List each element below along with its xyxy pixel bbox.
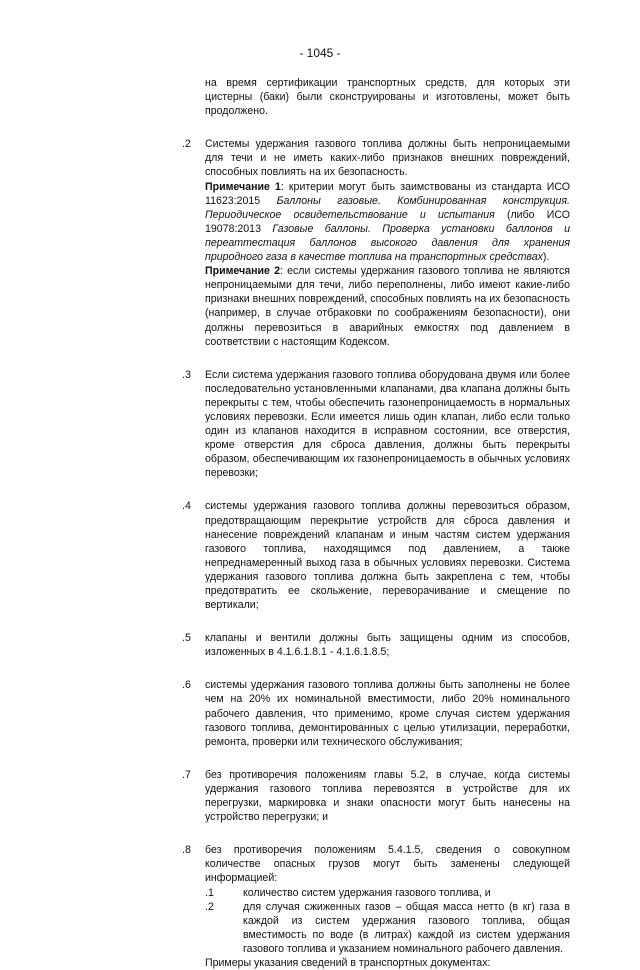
item-7 xyxy=(0,768,570,824)
note-1-standard-title-2: Газовые баллоны. Проверка установки баллонов и переаттестация баллонов высокого давления для хранения природного газа в качестве топлива на транспортных средствах xyxy=(205,222,570,264)
note-2-text: : если системы удержания газового топлива не являются непроницаемыми для течи, либо переполнены, либо имеют какие-либо признаки внешних повреждений, способных повлиять на их безопасность (например, в случае отбраковки по соображениям безопасности), они должны перевозиться в аварийных емкостях под давлением в соответствии с настоящим Кодексом. xyxy=(205,265,570,348)
intro-paragraph: на время сертификации транспортных средств, для которых эти цистерны (баки) были сконструированы и изготовлены, может быть продолжено. xyxy=(205,77,570,118)
subitem-1 xyxy=(0,886,570,900)
item-text: системы удержания газового топлива должны перевозиться образом, предотвращающим перекрытие устройств для сброса давления и нанесение повреждений клапанам и иным частям систем удержания газового топлива, находящимся под давлением, а также непреднамеренный выход газа в обычных условиях перевозки. Система удержания газового топлива должна быть закреплена с тем, чтобы предотвратить ее скольжение, переворачивание и смещение по вертикали; xyxy=(205,500,570,612)
note-1-mid: (либо ИСО 19078:2013 xyxy=(205,208,570,235)
subitem-text: количество систем удержания газового топлива, и xyxy=(243,886,491,899)
item-8 xyxy=(0,843,570,885)
examples-caption: Примеры указания сведений в транспортных документах: xyxy=(205,956,491,969)
item-text: без противоречия положениям главы 5.2, в случае, когда системы удержания газового топлива перевозятся в устройстве для их перегрузки, маркировка и знаки опасности могут быть нанесены на устройство перегрузки; и xyxy=(205,768,570,824)
note-1-lead: : критерии могут быть заимствованы из стандарта ИСО 11623:2015 xyxy=(205,180,570,207)
subitem-text: для случая сжиженных газов – общая масса нетто (в кг) газа в каждой из систем удержания газового топлива, общая вместимость по воде (в литрах) каждой из систем удержания газового топлива и указанием номинального рабочего давления. xyxy=(243,900,570,955)
subitem-number: .2 xyxy=(205,900,214,913)
item-3 xyxy=(0,368,570,481)
item-number: .8 xyxy=(182,844,191,857)
subitem-2 xyxy=(0,900,570,956)
item-number: .2 xyxy=(182,138,191,151)
subitem-number: .1 xyxy=(205,886,214,899)
item-text: Если система удержания газового топлива оборудована двумя или более последовательно установленными клапанами, два клапана должны быть перекрыты с тем, чтобы обеспечить газонепроницаемость в нормальных условиях перевозки. Если имеется лишь один клапан, либо если только один из клапанов находится в исправном состоянии, все отверстия, кроме отверстия для сброса давления, должны быть перекрыты образом, обеспечивающим их газонепроницаемость в обычных условиях перевозки; xyxy=(205,368,570,480)
page-number: - 1045 - xyxy=(299,46,341,60)
item-text: клапаны и вентили должны быть защищены одним из способов, изложенных в 4.1.6.1.8.1 - 4.1.6.1.8.5; xyxy=(205,632,570,659)
item-5 xyxy=(0,631,570,659)
note-1-label: Примечание 1 xyxy=(205,180,281,193)
item-number: .4 xyxy=(182,500,191,513)
note-1-tail: ). xyxy=(542,251,550,264)
item-text: без противоречия положениям 5.4.1.5, сведения о совокупном количестве опасных грузов могут быть заменены следующей информацией: xyxy=(205,844,570,885)
note-1 xyxy=(205,180,570,265)
item-text: Системы удержания газового топлива должны быть непроницаемыми для течи и не иметь каких-либо признаков внешних повреждений, способных повлиять на их безопасность. xyxy=(205,138,570,179)
item-2 xyxy=(0,137,570,348)
note-2 xyxy=(205,264,570,349)
item-4 xyxy=(0,499,570,612)
item-number: .6 xyxy=(182,679,191,692)
item-number: .5 xyxy=(182,632,191,645)
item-text: системы удержания газового топлива должны быть заполнены не более чем на 20% их номинальной вместимости, либо 20% номинального рабочего давления, что применимо, кроме случая систем удержания газового топлива, демонтированных с целью утилизации, переработки, ремонта, проверки или технического обслуживания; xyxy=(205,679,570,748)
note-2-label: Примечание 2 xyxy=(205,265,280,278)
item-number: .3 xyxy=(182,368,191,381)
page-body xyxy=(0,76,640,970)
item-6 xyxy=(0,678,570,748)
item-number: .7 xyxy=(182,768,191,781)
note-1-standard-title: Баллоны газовые. Комбинированная конструкция. Периодическое освидетельствование и испытания xyxy=(205,194,570,221)
